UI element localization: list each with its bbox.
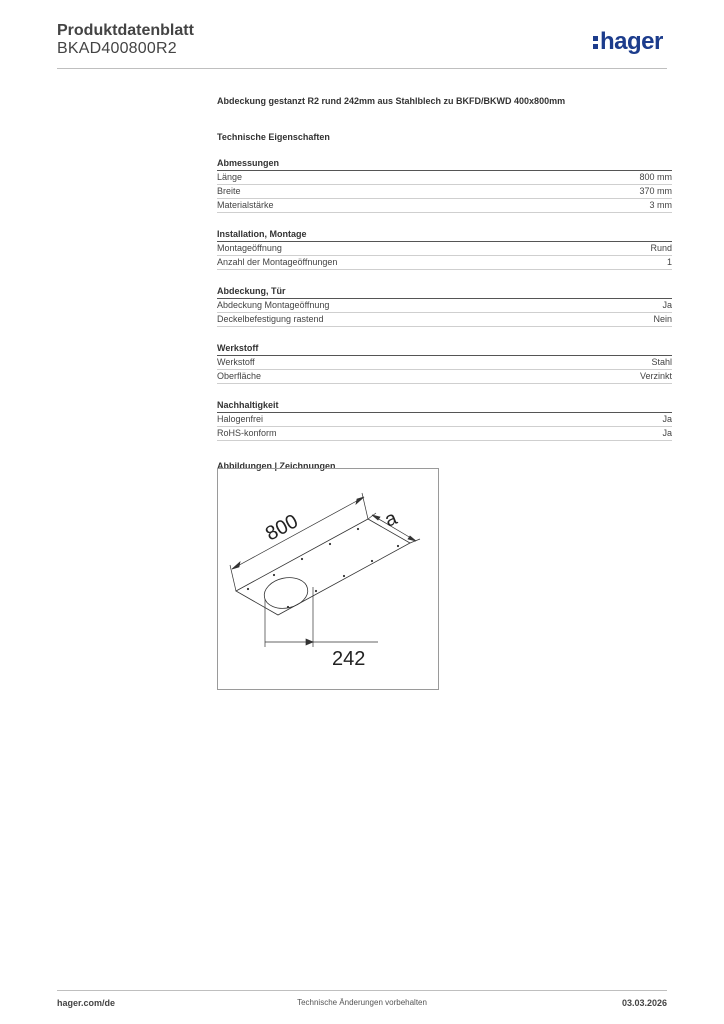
property-value: 3 mm [649,200,672,210]
property-value: Rund [650,243,672,253]
property-section [217,229,672,270]
property-value: Verzinkt [639,371,672,381]
property-sections [217,158,672,441]
property-value: Stahl [651,357,672,367]
property-row [217,299,672,313]
property-value: 1 [666,257,672,267]
property-label: Materialstärke [217,200,274,210]
property-label: Deckelbefestigung rastend [217,314,324,324]
header-divider [57,68,667,69]
property-section [217,286,672,327]
technical-heading: Technische Eigenschaften [217,132,330,142]
property-row [217,427,672,441]
property-row [217,199,672,213]
property-value: Ja [662,428,672,438]
property-section [217,158,672,213]
diameter-label: 242 [332,648,366,670]
diameter-dimension [265,587,378,647]
page-header-title: Produktdatenblatt [57,22,194,39]
property-row [217,413,672,427]
property-label: Abdeckung Montageöffnung [217,300,330,310]
property-value: Ja [662,300,672,310]
property-row [217,185,672,199]
technical-drawing [217,468,439,690]
property-value: Ja [662,414,672,424]
property-label: Oberfläche [217,371,262,381]
logo-dots-icon [593,33,598,52]
product-code: BKAD400800R2 [57,40,177,57]
property-row [217,356,672,370]
length-dimension [230,493,368,591]
property-row [217,370,672,384]
hager-logo [593,28,663,56]
length-label: 800 [262,510,302,546]
property-row [217,313,672,327]
property-label: Werkstoff [217,357,255,367]
property-label: Breite [217,186,241,196]
property-section [217,400,672,441]
section-title: Werkstoff [217,343,672,356]
round-opening [261,574,310,612]
section-title: Nachhaltigkeit [217,400,672,413]
logo-text: hager [600,28,663,55]
width-label: a [381,507,401,532]
section-title: Abdeckung, Tür [217,286,672,299]
footer-disclaimer: Technische Änderungen vorbehalten [297,998,427,1007]
property-value: 800 mm [639,172,672,182]
section-title: Installation, Montage [217,229,672,242]
footer-date: 03.03.2026 [621,998,667,1008]
product-description: Abdeckung gestanzt R2 rund 242mm aus Stahlblech zu BKFD/BKWD 400x800mm [217,96,566,106]
property-label: RoHS-konform [217,428,277,438]
property-label: Montageöffnung [217,243,282,253]
property-row [217,256,672,270]
property-row [217,171,672,185]
figures-heading: Abbildungen | Zeichnungen [217,461,336,471]
property-label: Anzahl der Montageöffnungen [217,257,338,267]
cover-plate-outline [236,519,410,615]
property-section [217,343,672,384]
main-content [217,96,672,471]
property-label: Halogenfrei [217,414,264,424]
property-value: 370 mm [639,186,672,196]
footer-divider [57,990,667,991]
section-title: Abmessungen [217,158,672,171]
property-row [217,242,672,256]
footer-website: hager.com/de [57,998,116,1008]
property-label: Länge [217,172,243,182]
property-value: Nein [653,314,672,324]
